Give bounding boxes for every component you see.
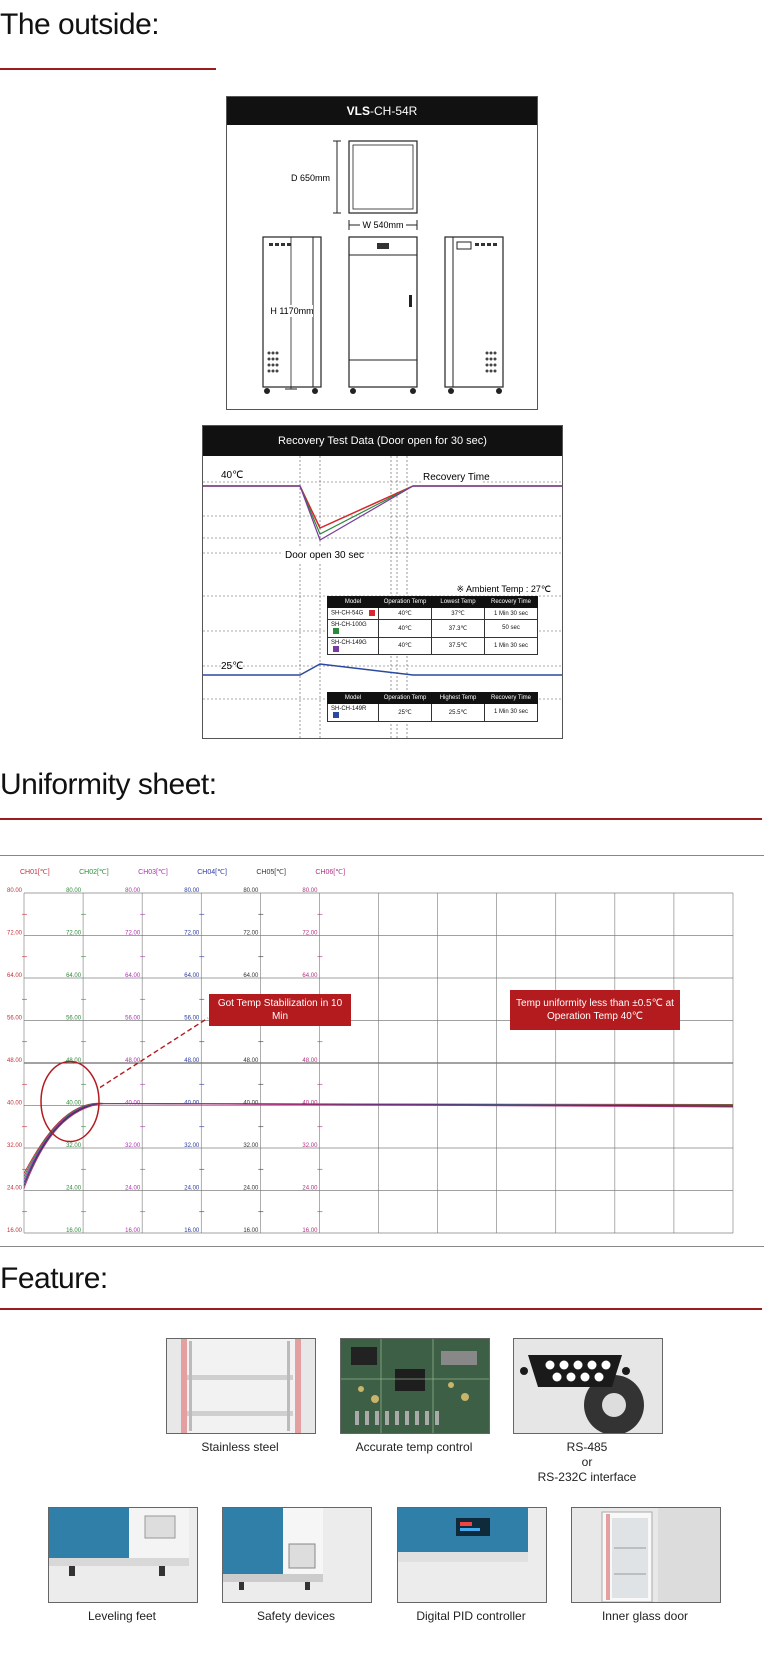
- tick-label: 24.00: [243, 1185, 259, 1192]
- section-underline: [0, 68, 216, 70]
- stabilization-note: Got Temp Stabilization in 10 Min: [209, 994, 351, 1026]
- dimension-panel-title: VLS-CH-54R: [227, 97, 537, 125]
- feature-caption: Leveling feet: [87, 1609, 157, 1623]
- height-label: H 1170mm: [270, 306, 314, 316]
- tick-label: 72.00: [302, 930, 318, 937]
- section-underline: [0, 1308, 762, 1310]
- tick-label: 16.00: [302, 1228, 318, 1234]
- uniformity-chart: [0, 856, 764, 1246]
- recovery-time-label: Recovery Time: [423, 472, 490, 483]
- width-label: W 540mm: [362, 220, 404, 230]
- circuit-board-icon: [340, 1338, 490, 1434]
- incubator-dimension-drawing: [227, 125, 537, 407]
- uniformity-note: Temp uniformity less than ±0.5℃ at Operation Temp 40℃: [510, 990, 680, 1030]
- tick-label: 80.00: [302, 888, 318, 894]
- feature-caption: Inner glass door: [601, 1609, 689, 1623]
- tick-label: 64.00: [243, 973, 259, 979]
- tick-label: 40.00: [125, 1100, 141, 1107]
- channel-label: CH03[℃]: [138, 869, 168, 876]
- tick-label: 80.00: [66, 888, 82, 894]
- tick-label: 40.00: [243, 1100, 259, 1107]
- tick-label: 24.00: [184, 1185, 200, 1192]
- legend-swatch: [333, 646, 339, 652]
- tick-label: 16.00: [243, 1228, 259, 1234]
- tick-label: 24.00: [66, 1185, 82, 1192]
- tick-label: 48.00: [243, 1058, 259, 1064]
- tick-label: 56.00: [184, 1015, 200, 1022]
- tick-label: 64.00: [125, 973, 141, 979]
- tick-label: 56.00: [66, 1015, 82, 1022]
- tick-label: 16.00: [66, 1228, 82, 1234]
- tick-label: 32.00: [6, 1143, 22, 1149]
- tick-label: 56.00: [125, 1015, 141, 1022]
- pid-controller-icon: [397, 1507, 547, 1603]
- feature-caption: Stainless steel: [201, 1440, 279, 1454]
- section-underline: [0, 818, 762, 820]
- glass-door-icon: [571, 1507, 721, 1603]
- tick-label: 64.00: [66, 973, 82, 979]
- tick-label: 48.00: [302, 1058, 318, 1064]
- tick-label: 80.00: [125, 888, 141, 894]
- tick-label: 80.00: [184, 888, 200, 894]
- tick-label: 24.00: [125, 1185, 141, 1192]
- feature-caption: Safety devices: [256, 1609, 336, 1623]
- table-row: SH-CH-100G 40℃ 37.3℃ 50 sec: [328, 620, 538, 638]
- tick-label: 64.00: [302, 973, 318, 979]
- feature-caption: RS-485 or RS-232C interface: [537, 1440, 637, 1484]
- tick-label: 24.00: [302, 1185, 318, 1192]
- tick-label: 72.00: [184, 930, 200, 937]
- tick-label: 40.00: [6, 1100, 22, 1107]
- tick-label: 72.00: [6, 930, 22, 937]
- tick-label: 48.00: [125, 1058, 141, 1064]
- tick-label: 72.00: [66, 930, 82, 937]
- tick-label: 64.00: [6, 973, 22, 979]
- table-row: SH-CH-149R 25℃ 25.5℃ 1 Min 30 sec: [328, 704, 538, 722]
- tick-label: 72.00: [125, 930, 141, 937]
- tick-label: 32.00: [125, 1143, 141, 1149]
- section-title-outside: The outside:: [0, 8, 160, 41]
- tick-label: 48.00: [66, 1058, 82, 1064]
- table-row: SH-CH-54G 40℃ 37℃ 1 Min 30 sec: [328, 608, 538, 620]
- tick-label: 16.00: [125, 1228, 141, 1234]
- recovery-test-title: Recovery Test Data (Door open for 30 sec): [203, 426, 562, 456]
- tick-label: 64.00: [184, 973, 200, 979]
- section-title-feature: Feature:: [0, 1262, 108, 1295]
- label-40c: 40℃: [221, 470, 244, 481]
- recovery-test-panel: [202, 425, 563, 739]
- table-row: SH-CH-149G 40℃ 37.5℃ 1 Min 30 sec: [328, 637, 538, 655]
- channel-label: CH05[℃]: [256, 869, 286, 876]
- channel-label: CH04[℃]: [197, 869, 227, 876]
- tick-label: 32.00: [66, 1143, 82, 1149]
- door-open-label: Door open 30 sec: [285, 550, 364, 561]
- tick-label: 40.00: [302, 1100, 318, 1107]
- tick-label: 48.00: [6, 1058, 22, 1064]
- safety-device-icon: [222, 1507, 372, 1603]
- recovery-table-highest: Model Operation Temp Highest Temp Recovery Time SH-CH-149R 25℃ 25.5℃ 1 Min 30 sec: [327, 692, 538, 722]
- tick-label: 32.00: [302, 1143, 318, 1149]
- tick-label: 32.00: [184, 1143, 200, 1149]
- channel-label: CH06[℃]: [315, 869, 346, 876]
- tick-label: 80.00: [243, 888, 259, 894]
- tick-label: 24.00: [6, 1185, 22, 1192]
- tick-label: 40.00: [66, 1100, 82, 1107]
- legend-swatch: [369, 610, 375, 616]
- tick-label: 80.00: [6, 888, 22, 894]
- depth-label: D 650mm: [290, 173, 330, 183]
- tick-label: 40.00: [184, 1100, 200, 1107]
- serial-port-icon: [513, 1338, 663, 1434]
- legend-swatch: [333, 712, 339, 718]
- tick-label: 32.00: [243, 1143, 259, 1149]
- shelf-icon: [166, 1338, 316, 1434]
- leveling-feet-icon: [48, 1507, 198, 1603]
- channel-label: CH01[℃]: [20, 869, 50, 876]
- channel-label: CH02[℃]: [79, 869, 109, 876]
- tick-label: 16.00: [6, 1228, 22, 1234]
- tick-label: 48.00: [184, 1058, 200, 1064]
- recovery-table-lowest: Model Operation Temp Lowest Temp Recovery Time SH-CH-54G 40℃ 37℃ 1 Min 30 sec SH-CH-100G 40℃ 37.3℃ 50 sec SH-CH-149G 40℃ 37.5℃ 1 Min 30 sec: [327, 596, 538, 655]
- tick-label: 56.00: [6, 1015, 22, 1022]
- tick-label: 16.00: [184, 1228, 200, 1234]
- feature-caption: Accurate temp control: [355, 1440, 473, 1454]
- section-title-uniformity: Uniformity sheet:: [0, 768, 217, 801]
- legend-swatch: [333, 628, 339, 634]
- feature-caption: Digital PID controller: [416, 1609, 526, 1623]
- label-25c: 25℃: [221, 661, 244, 672]
- uniformity-chart-panel: [0, 855, 764, 1247]
- dimension-panel: [226, 96, 538, 410]
- ambient-temp-label: ※ Ambient Temp : 27℃: [456, 584, 551, 594]
- tick-label: 72.00: [243, 930, 259, 937]
